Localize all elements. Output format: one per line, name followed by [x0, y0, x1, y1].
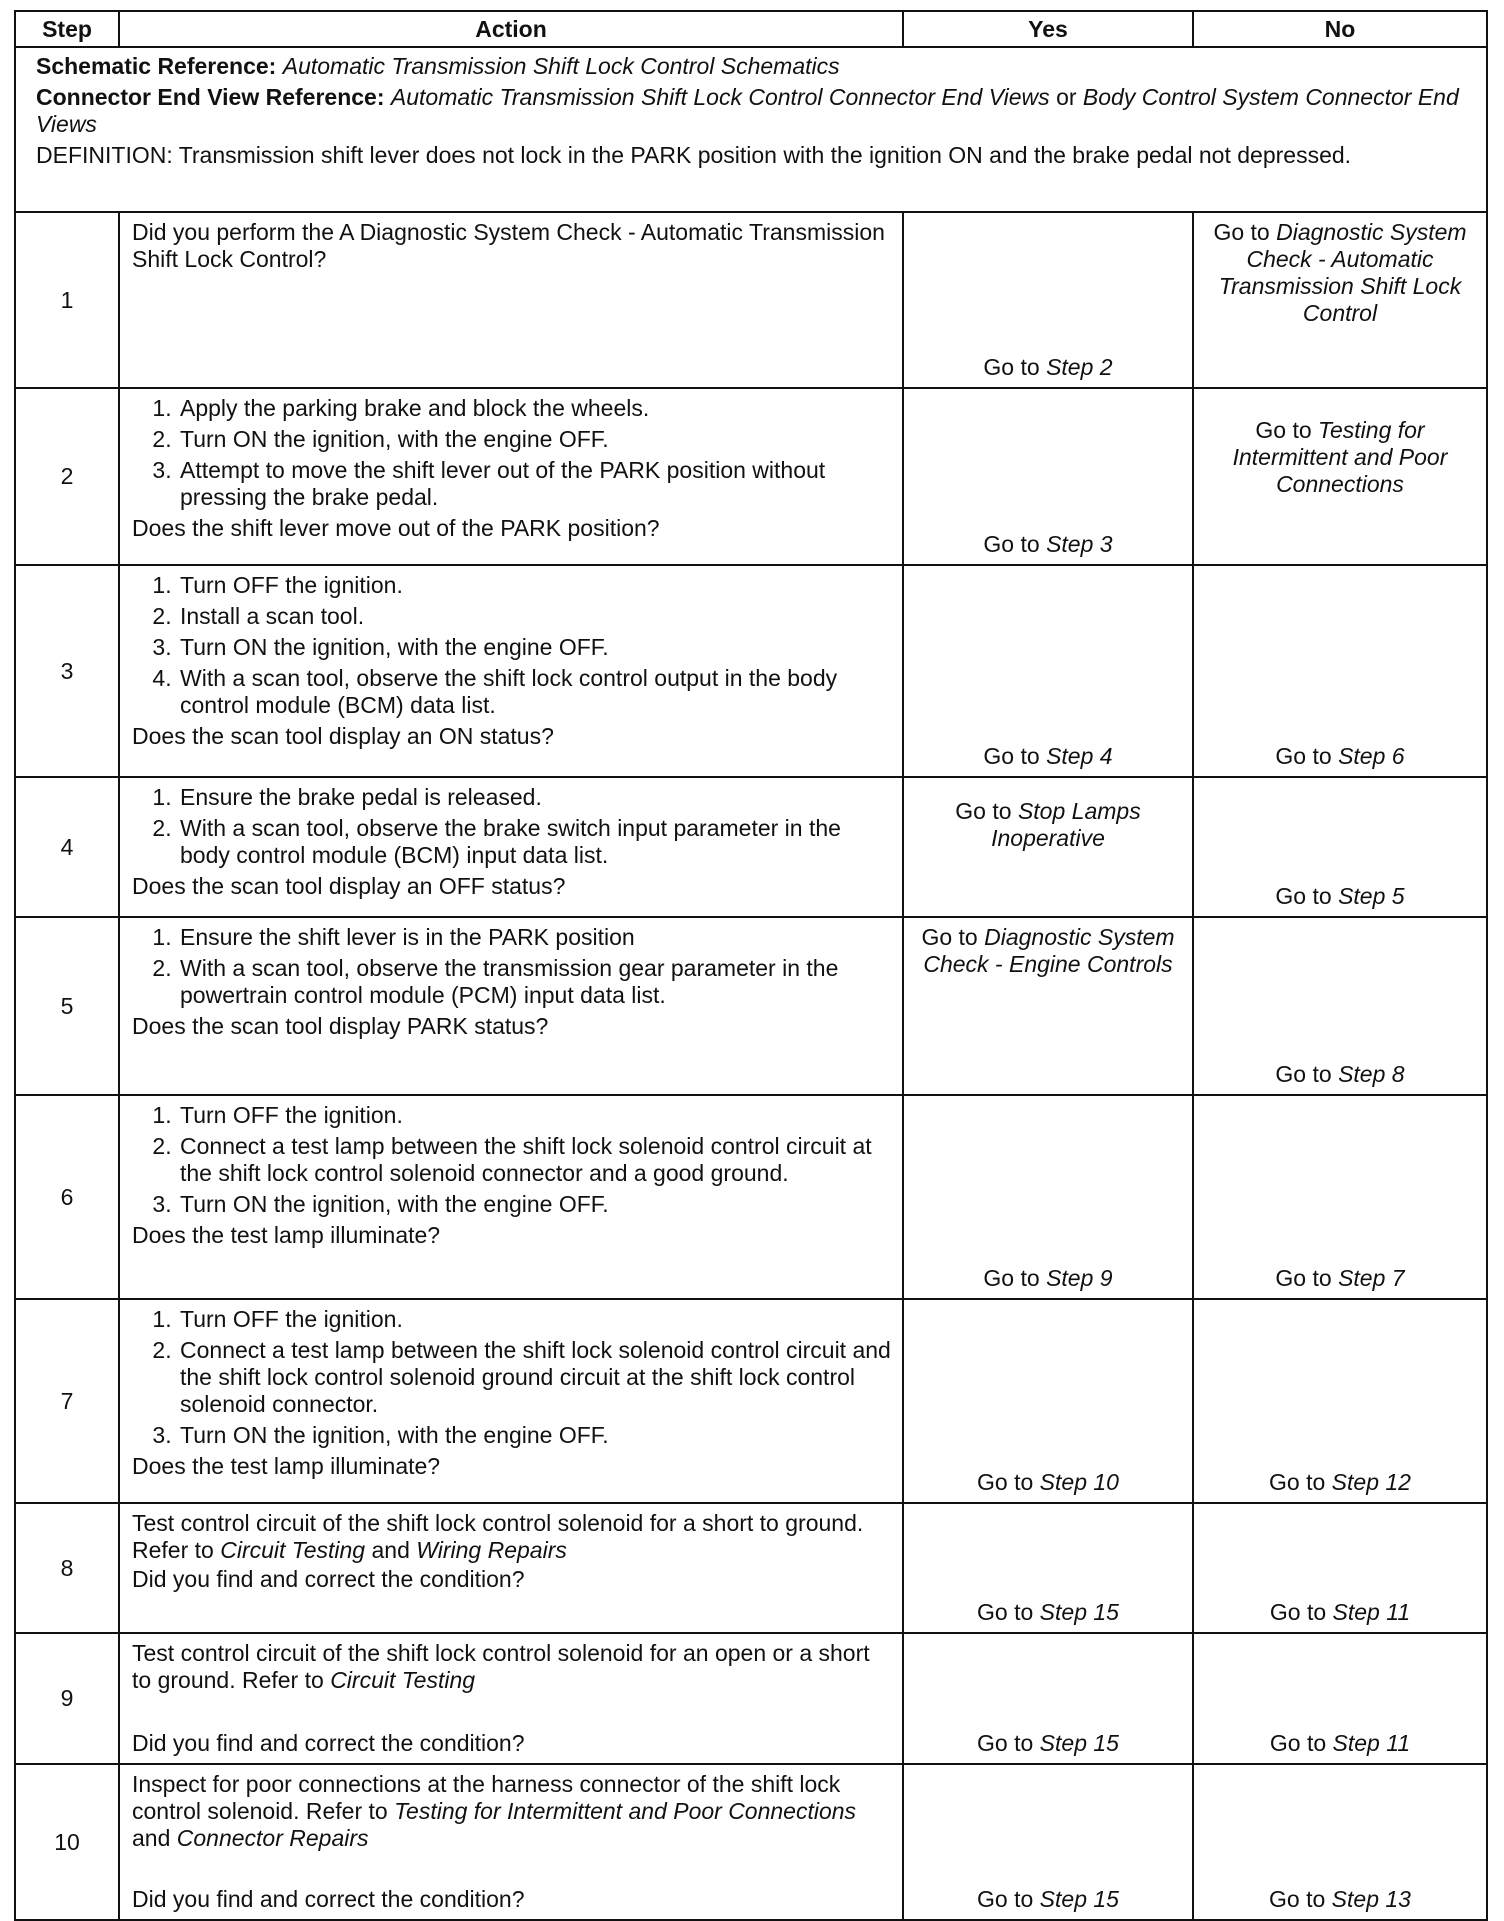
- header-action: Action: [119, 11, 903, 47]
- instruction-text: Test control circuit of the shift lock control solenoid for an open or a short to ground. Refer to Circuit Testing: [132, 1640, 870, 1693]
- instruction-list: 1. Turn OFF the ignition. 2. Connect a test lamp between the shift lock solenoid control circuit and the shift lock control solenoid ground circuit at the shift lock control solenoid connector. 3. Turn ON the ignition, with the engine OFF.: [132, 1306, 892, 1449]
- step-row-7: [15, 1299, 1487, 1503]
- connector-reference: Connector End View Reference: Automatic Transmission Shift Lock Control Connector End Views or Body Control System Connector End Views: [36, 84, 1459, 137]
- no-cell: Go to Step 6: [1193, 565, 1487, 777]
- step-number: 7: [15, 1299, 119, 1503]
- no-cell: Go to Step 12: [1193, 1299, 1487, 1503]
- schematic-reference: Schematic Reference: Automatic Transmission Shift Lock Control Schematics: [36, 53, 840, 79]
- action-cell: [119, 917, 903, 1095]
- action-cell: [119, 1633, 903, 1764]
- yes-link[interactable]: Step 10: [1039, 1469, 1119, 1495]
- header-yes: Yes: [903, 11, 1193, 47]
- yes-link[interactable]: Step 2: [1046, 354, 1113, 380]
- instruction-text: Test control circuit of the shift lock control solenoid for a short to ground. Refer to Circuit Testing and Wiring Repairs: [132, 1510, 864, 1563]
- step-row-9: [15, 1633, 1487, 1764]
- no-cell: Go to Step 8: [1193, 917, 1487, 1095]
- action-cell: [119, 1764, 903, 1920]
- action-cell: [119, 1095, 903, 1299]
- question: Does the scan tool display an ON status?: [132, 723, 554, 749]
- question: Did you find and correct the condition?: [132, 1566, 525, 1592]
- instruction-text: Inspect for poor connections at the harness connector of the shift lock control solenoid. Refer to Testing for Intermittent and Poor Connections and Connector Repairs: [132, 1771, 857, 1851]
- step-number: 6: [15, 1095, 119, 1299]
- step-number: 2: [15, 388, 119, 565]
- no-link[interactable]: Step 6: [1338, 743, 1405, 769]
- action-cell: [119, 565, 903, 777]
- step-number: 4: [15, 777, 119, 917]
- no-link[interactable]: Diagnostic System Check - Automatic Transmission Shift Lock Control: [1218, 219, 1467, 326]
- yes-cell: Go to Step 15: [903, 1503, 1193, 1633]
- circuit-testing-link[interactable]: Circuit Testing: [330, 1667, 476, 1693]
- step-row-10: [15, 1764, 1487, 1920]
- no-link[interactable]: Step 8: [1338, 1061, 1405, 1087]
- step-row-5: [15, 917, 1487, 1095]
- step-row-6: [15, 1095, 1487, 1299]
- circuit-testing-link[interactable]: Circuit Testing: [220, 1537, 366, 1563]
- instruction-list: 1. Ensure the brake pedal is released. 2. With a scan tool, observe the brake switch input parameter in the body control module (BCM) input data list.: [132, 784, 892, 869]
- yes-link[interactable]: Step 9: [1046, 1265, 1113, 1291]
- question: Did you find and correct the condition?: [132, 1730, 525, 1756]
- question: Does the scan tool display an OFF status?: [132, 873, 566, 899]
- no-link[interactable]: Testing for Intermittent and Poor Connections: [1232, 417, 1448, 497]
- no-cell: Go to Testing for Intermittent and Poor Connections: [1193, 388, 1487, 565]
- yes-cell: Go to Step 3: [903, 388, 1193, 565]
- step-number: 5: [15, 917, 119, 1095]
- no-link[interactable]: Step 11: [1332, 1730, 1411, 1756]
- step-number: 9: [15, 1633, 119, 1764]
- step-row-2: [15, 388, 1487, 565]
- yes-link[interactable]: Stop Lamps Inoperative: [991, 798, 1141, 851]
- header-row: [15, 11, 1487, 47]
- no-link[interactable]: Step 13: [1331, 1886, 1411, 1912]
- step-number: 1: [15, 212, 119, 388]
- testing-intermittent-link[interactable]: Testing for Intermittent and Poor Connections: [394, 1798, 857, 1824]
- yes-cell: Go to Step 10: [903, 1299, 1193, 1503]
- question: Does the scan tool display PARK status?: [132, 1013, 549, 1039]
- no-cell: Go to Step 5: [1193, 777, 1487, 917]
- action-cell: [119, 388, 903, 565]
- step-number: 10: [15, 1764, 119, 1920]
- step-row-3: [15, 565, 1487, 777]
- action-cell: [119, 777, 903, 917]
- yes-cell: Go to Step 9: [903, 1095, 1193, 1299]
- yes-link[interactable]: Step 15: [1039, 1599, 1119, 1625]
- yes-link[interactable]: Step 15: [1039, 1730, 1119, 1756]
- header-step: Step: [15, 11, 119, 47]
- step-row-8: [15, 1503, 1487, 1633]
- reference-row: [15, 47, 1487, 212]
- action-cell: Did you perform the A Diagnostic System Check - Automatic Transmission Shift Lock Control?: [119, 212, 903, 388]
- action-cell: [119, 1503, 903, 1633]
- no-link[interactable]: Step 11: [1332, 1599, 1411, 1625]
- question: Does the shift lever move out of the PARK position?: [132, 515, 660, 541]
- instruction-list: 1. Apply the parking brake and block the wheels. 2. Turn ON the ignition, with the engine OFF. 3. Attempt to move the shift lever out of the PARK position without pressing the brake pedal.: [132, 395, 892, 511]
- instruction-list: 1. Turn OFF the ignition. 2. Install a scan tool. 3. Turn ON the ignition, with the engine OFF. 4. With a scan tool, observe the shift lock control output in the body control module (BCM) data list.: [132, 572, 892, 719]
- yes-link[interactable]: Diagnostic System Check - Engine Controls: [923, 924, 1175, 977]
- no-cell: Go to Diagnostic System Check - Automatic Transmission Shift Lock Control: [1193, 212, 1487, 388]
- yes-cell: Go to Step 2: [903, 212, 1193, 388]
- definition: DEFINITION: Transmission shift lever does not lock in the PARK position with the ignition ON and the brake pedal not depressed.: [36, 142, 1352, 168]
- step-row-1: [15, 212, 1487, 388]
- no-link[interactable]: Step 7: [1338, 1265, 1405, 1291]
- question: Does the test lamp illuminate?: [132, 1222, 441, 1248]
- yes-link[interactable]: Step 4: [1046, 743, 1113, 769]
- yes-cell: Go to Step 15: [903, 1764, 1193, 1920]
- question: Does the test lamp illuminate?: [132, 1453, 441, 1479]
- yes-link[interactable]: Step 3: [1046, 531, 1113, 557]
- no-link[interactable]: Step 5: [1338, 883, 1405, 909]
- diagnostic-page: [14, 10, 1486, 1921]
- instruction-list: 1. Ensure the shift lever is in the PARK position 2. With a scan tool, observe the transmission gear parameter in the powertrain control module (PCM) input data list.: [132, 924, 892, 1009]
- connector-repairs-link[interactable]: Connector Repairs: [176, 1825, 369, 1851]
- yes-link[interactable]: Step 15: [1039, 1886, 1119, 1912]
- header-no: No: [1193, 11, 1487, 47]
- yes-cell: Go to Stop Lamps Inoperative: [903, 777, 1193, 917]
- yes-cell: Go to Step 15: [903, 1633, 1193, 1764]
- no-cell: Go to Step 13: [1193, 1764, 1487, 1920]
- step-number: 3: [15, 565, 119, 777]
- yes-cell: Go to Diagnostic System Check - Engine Controls: [903, 917, 1193, 1095]
- no-cell: Go to Step 11: [1193, 1503, 1487, 1633]
- no-cell: Go to Step 11: [1193, 1633, 1487, 1764]
- wiring-repairs-link[interactable]: Wiring Repairs: [416, 1537, 567, 1563]
- no-link[interactable]: Step 12: [1331, 1469, 1411, 1495]
- action-cell: [119, 1299, 903, 1503]
- step-number: 8: [15, 1503, 119, 1633]
- no-cell: Go to Step 7: [1193, 1095, 1487, 1299]
- diagnostic-table: [14, 10, 1488, 1921]
- instruction-list: 1. Turn OFF the ignition. 2. Connect a test lamp between the shift lock solenoid control circuit at the shift lock control solenoid connector and a good ground. 3. Turn ON the ignition, with the engine OFF.: [132, 1102, 892, 1218]
- step-row-4: [15, 777, 1487, 917]
- question: Did you find and correct the condition?: [132, 1886, 525, 1912]
- yes-cell: Go to Step 4: [903, 565, 1193, 777]
